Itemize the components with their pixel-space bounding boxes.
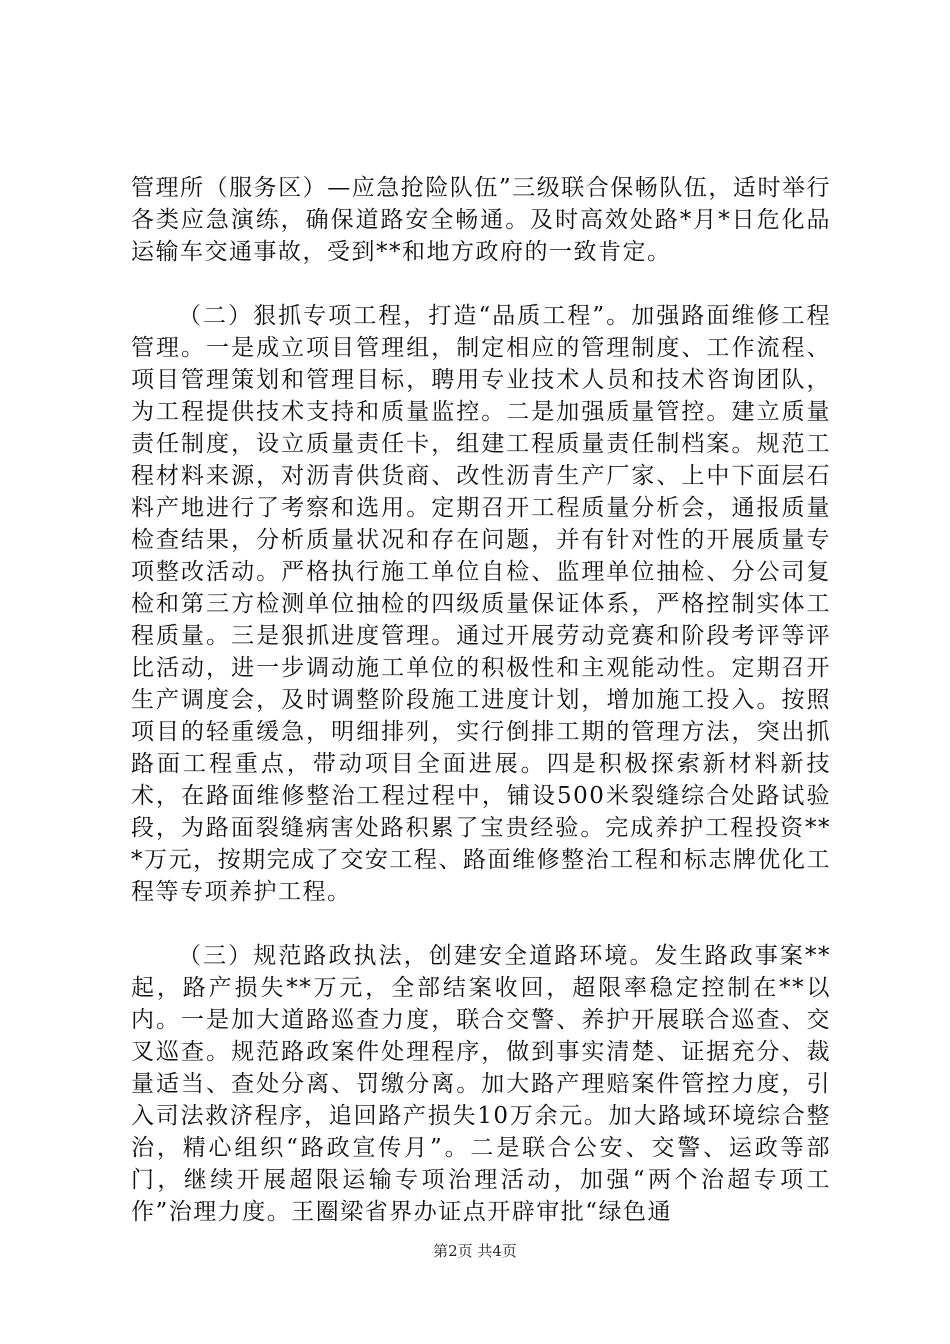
paragraph-spacer: [131, 268, 831, 300]
paragraph-special-projects: （二）狠抓专项工程，打造“品质工程”。加强路面维修工程管理。一是成立项目管理组，制定相应的管理制度、工作流程、项目管理策划和管理目标，聘用专业技术人员和技术咨询团队，为工程提供技术支持和质量监控。二是加强质量管控。建立质量责任制度，设立质量责任卡，组建工程质量责任制档案。规范工程材料来源，对沥青供货商、改性沥青生产厂家、上中下面层石料产地进行了考察和选用。定期召开工程质量分析会，通报质量检查结果，分析质量状况和存在问题，并有针对性的开展质量专项整改活动。严格执行施工单位自检、监理单位抽检、分公司复检和第三方检测单位抽检的四级质量保证体系，严格控制实体工程质量。三是狠抓进度管理。通过开展劳动竞赛和阶段考评等评比活动，进一步调动施工单位的积极性和主观能动性。定期召开生产调度会，及时调整阶段施工进度计划，增加施工投入。按照项目的轻重缓急，明细排列，实行倒排工期的管理方法，突出抓路面工程重点，带动项目全面进展。四是积极探索新材料新技术，在路面维修整治工程过程中，铺设500米裂缝综合处路试验段，为路面裂缝病害处路积累了宝贵经验。完成养护工程投资***万元，按期完成了交安工程、路面维修整治工程和标志牌优化工程等专项养护工程。: [131, 303, 831, 905]
paragraph-road-administration: （三）规范路政执法，创建安全道路环境。发生路政事案**起，路产损失**万元，全部结案收回，超限率稳定控制在**以内。一是加大道路巡查力度，联合交警、养护开展联合巡查、交叉巡查。规范路政案件处理程序，做到事实清楚、证据充分、裁量适当、查处分离、罚缴分离。加大路产理赔案件管控力度，引入司法救济程序，追回路产损失10万余元。加大路域环境综合整治，精心组织“路政宣传月”。二是联合公安、交警、运政等部门，继续开展超限运输专项治理活动，加强“两个治超专项工作”治理力度。王圈梁省界办证点开辟审批“绿色通: [131, 943, 831, 1225]
paragraph-spacer: [131, 908, 831, 940]
page-number-footer: 第2页 共4页: [433, 1242, 517, 1260]
document-body: [131, 172, 831, 1228]
paragraph-continuation: 管理所（服务区）—应急抢险队伍”三级联合保畅队伍，适时举行各类应急演练，确保道路安全畅通。及时高效处路*月*日危化品运输车交通事故，受到**和地方政府的一致肯定。: [131, 175, 831, 265]
